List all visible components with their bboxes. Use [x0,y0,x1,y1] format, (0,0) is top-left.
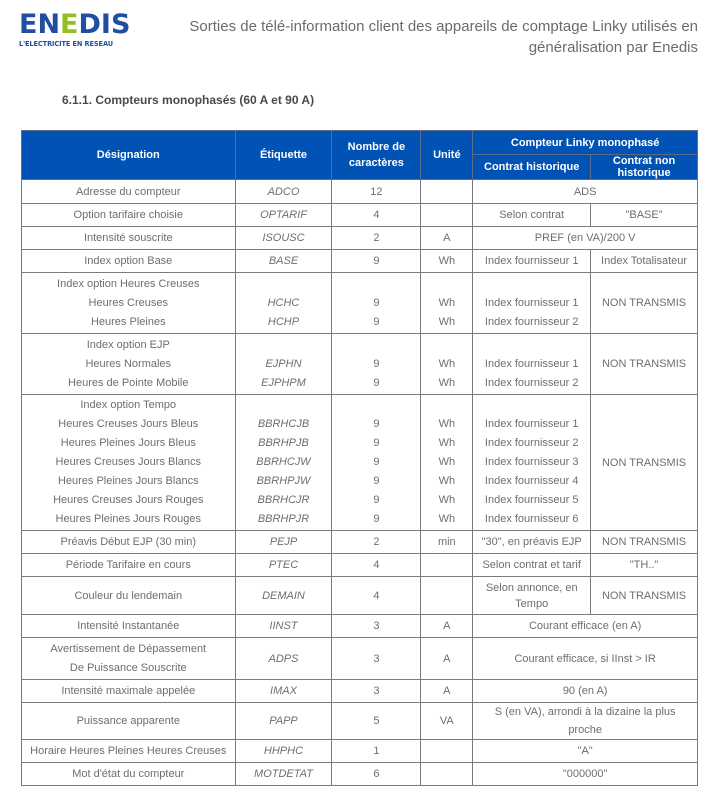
item-etiquette: BBRHPJR [257,513,310,525]
cell-historique [473,395,591,531]
item-historique: Index fournisseur 4 [484,475,579,487]
item-historique: Index fournisseur 5 [484,494,579,506]
group-title: Index option Heures Creuses [57,277,200,290]
cell-non-historique: NON TRANSMIS [591,531,698,554]
cell-historique [473,334,591,395]
cell-non-historique: Index Totalisateur [591,250,698,273]
cell-historique: "30", en préavis EJP [473,531,591,554]
item-etiquette: EJPHN [265,357,302,370]
cell-unite: min [421,531,473,554]
cell-unite [421,273,473,334]
table-row [22,680,698,703]
header-contrat-historique: Contrat historique [473,155,591,180]
teleinfo-table [21,130,698,786]
item-designation: Heures Creuses [88,296,169,309]
cell-unite [421,763,473,786]
item-designation: Heures Pleines Jours Blancs [57,475,199,487]
cell-designation: Adresse du compteur [22,180,236,204]
cell-unite [421,334,473,395]
item-nb: 9 [373,437,380,449]
cell-unite [421,180,473,204]
cell-non-historique: NON TRANSMIS [591,577,698,615]
header-etiquette: Étiquette [235,131,332,180]
cell-unite [421,204,473,227]
item-etiquette: HCHP [267,315,300,328]
document-title-line1: Sorties de télé-information client des appareils de comptage Linky utilisés en [189,18,698,35]
item-historique: Index fournisseur 1 [484,296,579,309]
cell-unite [421,740,473,763]
item-unite: Wh [438,296,456,309]
cell-nb [332,395,421,531]
cell-merged-value: Courant efficace, si IInst > IR [473,638,698,680]
cell-etiquette: PEJP [235,531,332,554]
item-designation: Heures Creuses Jours Rouges [53,494,204,506]
cell-etiquette: DEMAIN [235,577,332,615]
cell-nb: 6 [332,763,421,786]
cell-non-historique: "TH.." [591,554,698,577]
enedis-logo [19,9,131,48]
cell-designation: Index option Base [22,250,236,273]
table-row [22,740,698,763]
item-unite: Wh [438,437,456,449]
group-title: Index option Tempo [80,399,177,411]
item-unite: Wh [438,315,456,328]
cell-etiquette: IINST [235,615,332,638]
cell-etiquette: HHPHC [235,740,332,763]
cell-historique [473,273,591,334]
item-unite: Wh [438,513,456,525]
item-nb: 9 [373,456,380,468]
item-designation: Heures Pleines [90,315,166,328]
cell-unite: VA [421,703,473,740]
cell-merged-value: 90 (en A) [473,680,698,703]
cell-historique: Selon contrat [473,204,591,227]
cell-etiquette: IMAX [235,680,332,703]
cell-nb: 4 [332,554,421,577]
item-designation: Heures Pleines Jours Bleus [60,437,196,449]
cell-designation: Puissance apparente [22,703,236,740]
cell-merged-value: "000000" [473,763,698,786]
item-etiquette: BBRHCJW [256,456,311,468]
item-nb: 9 [373,296,380,309]
cell-designation [22,395,236,531]
cell-designation: Période Tarifaire en cours [22,554,236,577]
cell-etiquette: ISOUSC [235,227,332,250]
item-historique: Index fournisseur 1 [484,418,579,430]
table-row [22,763,698,786]
cell-etiquette [235,273,332,334]
table-row [22,250,698,273]
item-nb: 9 [373,513,380,525]
item-unite: Wh [438,494,456,506]
table-row [22,703,698,740]
cell-nb [332,334,421,395]
cell-unite: A [421,680,473,703]
item-unite: Wh [438,357,456,370]
cell-nb: 9 [332,250,421,273]
cell-historique: Selon annonce, en Tempo [473,577,591,615]
table-row [22,531,698,554]
table-row [22,638,698,680]
cell-unite [421,554,473,577]
item-designation: Heures Creuses Jours Blancs [55,456,202,468]
cell-nb: 3 [332,615,421,638]
header-designation: Désignation [22,131,236,180]
table-row [22,180,698,204]
cell-designation: Intensité maximale appelée [22,680,236,703]
cell-designation [22,273,236,334]
cell-etiquette: OPTARIF [235,204,332,227]
cell-designation: Intensité Instantanée [22,615,236,638]
item-historique: Index fournisseur 2 [484,315,579,328]
item-nb: 9 [373,315,380,328]
table-row [22,577,698,615]
cell-unite: A [421,638,473,680]
item-nb: 9 [373,357,380,370]
item-nb: 9 [373,494,380,506]
item-unite: Wh [438,418,456,430]
document-title-line2: généralisation par Enedis [528,39,698,56]
cell-historique: Index fournisseur 1 [473,250,591,273]
cell-etiquette: ADCO [235,180,332,204]
cell-etiquette [235,395,332,531]
cell-nb: 5 [332,703,421,740]
table-row-group-ejp [22,334,698,395]
item-designation: Heures Pleines Jours Rouges [55,513,202,525]
document-title [178,16,698,58]
cell-unite [421,577,473,615]
cell-nb: 1 [332,740,421,763]
logo-tagline: L'ELECTRICITE EN RESEAU [19,40,113,48]
cell-merged-value: PREF (en VA)/200 V [473,227,698,250]
cell-nb: 2 [332,531,421,554]
cell-unite: A [421,615,473,638]
designation-line1: Avertissement de Dépassement [50,642,207,655]
table-row [22,227,698,250]
header-group-linky: Compteur Linky monophasé [473,131,698,155]
cell-unite: Wh [421,250,473,273]
cell-non-historique: "BASE" [591,204,698,227]
item-historique: Index fournisseur 3 [484,456,579,468]
cell-unite [421,395,473,531]
table-row-group-hc [22,273,698,334]
cell-designation: Option tarifaire choisie [22,204,236,227]
item-etiquette: BBRHCJR [257,494,310,506]
section-title: 6.1.1. Compteurs monophasés (60 A et 90 A) [62,93,315,107]
cell-merged-value: ADS [473,180,698,204]
item-nb: 9 [373,376,380,389]
item-designation: Heures Creuses Jours Bleus [58,418,199,430]
item-historique: Index fournisseur 6 [484,513,579,525]
item-unite: Wh [438,456,456,468]
item-nb: 9 [373,475,380,487]
cell-non-historique: NON TRANSMIS [591,395,698,531]
cell-merged-value: Courant efficace (en A) [473,615,698,638]
logo-wordmark: ENEDIS [19,9,131,40]
cell-historique: Selon contrat et tarif [473,554,591,577]
item-unite: Wh [438,376,456,389]
cell-nb: 4 [332,577,421,615]
cell-merged-value: S (en VA), arrondi à la dizaine la plus proche [473,703,698,740]
cell-nb [332,273,421,334]
cell-designation: Horaire Heures Pleines Heures Creuses [22,740,236,763]
item-unite: Wh [438,475,456,487]
cell-designation: Intensité souscrite [22,227,236,250]
cell-designation: Couleur du lendemain [22,577,236,615]
cell-designation [22,638,236,680]
cell-etiquette: MOTDETAT [235,763,332,786]
item-etiquette: BBRHPJB [258,437,309,449]
cell-designation [22,334,236,395]
cell-etiquette: PTEC [235,554,332,577]
cell-nb: 3 [332,680,421,703]
item-etiquette: BBRHPJW [256,475,311,487]
cell-nb: 12 [332,180,421,204]
cell-etiquette: PAPP [235,703,332,740]
cell-merged-value: "A" [473,740,698,763]
item-etiquette: BBRHCJB [257,418,310,430]
item-historique: Index fournisseur 2 [484,376,579,389]
header-nb-caracteres: Nombre de caractères [332,131,421,180]
cell-etiquette: ADPS [235,638,332,680]
item-historique: Index fournisseur 1 [484,357,579,370]
cell-unite: A [421,227,473,250]
table-row [22,615,698,638]
cell-nb: 2 [332,227,421,250]
header-contrat-non-historique: Contrat non historique [591,155,698,180]
cell-nb: 3 [332,638,421,680]
item-historique: Index fournisseur 2 [484,437,579,449]
cell-etiquette [235,334,332,395]
designation-line2: De Puissance Souscrite [69,661,187,674]
cell-designation: Mot d'état du compteur [22,763,236,786]
group-title: Index option EJP [86,338,170,351]
cell-nb: 4 [332,204,421,227]
item-etiquette: HCHC [267,296,300,309]
cell-designation: Préavis Début EJP (30 min) [22,531,236,554]
cell-etiquette: BASE [235,250,332,273]
table-row [22,204,698,227]
item-etiquette: EJPHPM [261,376,306,389]
cell-non-historique: NON TRANSMIS [591,273,698,334]
item-designation: Heures de Pointe Mobile [68,376,189,389]
cell-non-historique: NON TRANSMIS [591,334,698,395]
table-row [22,554,698,577]
header-unite: Unité [421,131,473,180]
item-nb: 9 [373,418,380,430]
item-designation: Heures Normales [85,357,172,370]
table-row-group-tempo [22,395,698,531]
